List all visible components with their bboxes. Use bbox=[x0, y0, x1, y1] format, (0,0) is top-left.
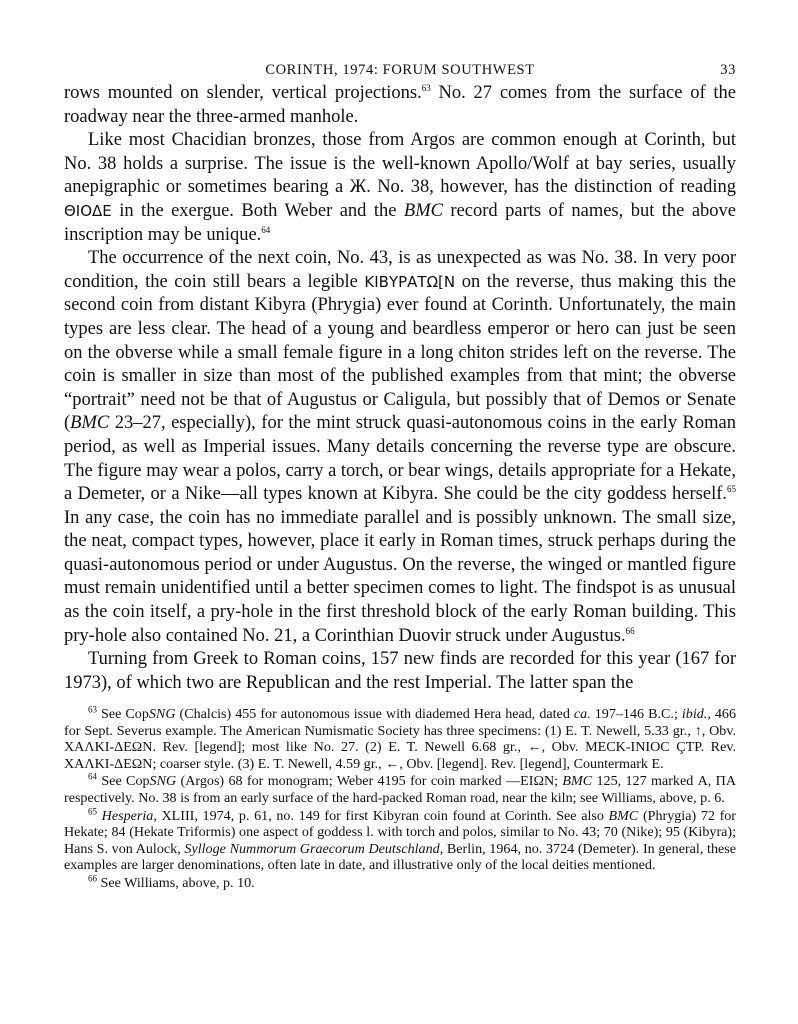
footnote-ref-65: 65 bbox=[727, 483, 736, 494]
sng-abbrev: SNG bbox=[149, 773, 177, 790]
paragraph-4: Turning from Greek to Roman coins, 157 new finds are recorded for this year (167 for 1973), of which two are Republican and the rest Imperial. The latter span the bbox=[64, 649, 736, 693]
bc-abbrev: B.C. bbox=[648, 706, 674, 722]
text-run: (Chalcis) 455 for autonomous issue with diademed Hera head, dated bbox=[175, 706, 574, 722]
paragraph-3 bbox=[64, 247, 736, 648]
text-run: , Berlin, 1964, no. 3724 (Demeter). In general, these examples are larger denominations, often late in date, and illustrative only of the local deities mentioned. bbox=[64, 840, 736, 874]
text-run: See Cop bbox=[97, 773, 150, 790]
footnote-65 bbox=[64, 805, 736, 874]
ca-abbrev: ca. bbox=[573, 706, 591, 722]
paragraph-2 bbox=[64, 129, 736, 247]
footnote-number: 63 bbox=[88, 704, 97, 715]
greek-inscription: ΘΙΟΔΕ bbox=[64, 201, 112, 220]
text-run: (Argos) 68 for monogram; Weber 4195 for coin marked ––ΕΙΩΝ; bbox=[176, 773, 563, 790]
monogram-glyph: Ж bbox=[349, 177, 367, 198]
text-run: Like most Chacidian bronzes, those from Argos are common enough at Corinth, but No. 38 holds a surprise. The issue is the well-known Apollo/Wolf at bay series, usually anepigraphic or sometimes bearing a bbox=[64, 130, 736, 198]
footnote-ref-63: 63 bbox=[421, 82, 431, 93]
footnote-64 bbox=[64, 773, 736, 806]
text-run: No. 27 comes from the surface of the roadway near the three-armed manhole. bbox=[64, 83, 736, 127]
footnote-ref-64: 64 bbox=[261, 224, 271, 235]
text-run: (Phrygia) 72 for Hekate; 84 (Hekate Triformis) one aspect of goddess l. with torch and polos, similar to No. 43; 70 (Nike); 95 (Kibyra); Hans S. von Aulock, bbox=[64, 807, 736, 857]
ibid-abbrev: ibid. bbox=[681, 706, 708, 722]
text-run: In any case, the coin has no immediate parallel and is possibly unknown. The small size, the neat, compact types, however, place it early in Roman times, struck perhaps during the quasi-autonomous period or under Augustus. On the reverse, the winged or mantled figure must remain unidentified until a better specimen comes to light. The findspot is as unusual as the coin itself, a pry-hole in the first threshold block of the early Roman building. This pry-hole also contained No. 21, a Corinthian Duovir struck under Augustus. bbox=[64, 507, 736, 646]
sylloge-title: Sylloge Nummorum Graecorum Deutschland bbox=[184, 840, 440, 857]
text-run: 197–146 bbox=[590, 706, 649, 722]
text-run: The occurrence of the next coin, No. 43, is as unexpected as was No. 38. In very poor condition, the coin still bears a legible bbox=[64, 248, 736, 292]
bmc-abbrev: BMC bbox=[562, 773, 593, 790]
page bbox=[64, 56, 737, 891]
paragraph-1 bbox=[64, 82, 736, 129]
page-number: 33 bbox=[720, 62, 736, 78]
text-run: record parts of names, but the above inscription may be unique. bbox=[64, 200, 736, 245]
text-run: See Williams, above, p. 10. bbox=[97, 874, 255, 891]
bmc-abbrev: BMC bbox=[608, 807, 639, 824]
footnote-63 bbox=[64, 706, 736, 772]
bmc-abbrev: BMC bbox=[70, 413, 110, 434]
footnote-number: 64 bbox=[88, 771, 97, 782]
text-run: 23–27, especially), for the mint struck quasi-autonomous coins in the early Roman period, as well as Imperial issues. Many details concerning the reverse type are obscure. The figure may wear a polos, carry a torch, or bear wings, details appropriate for a Hekate, a Demeter, or a Nike—all types known at Kibyra. She could be the city goddess herself. bbox=[64, 413, 736, 505]
footnote-66 bbox=[64, 875, 736, 892]
text-run: on the reverse, thus making this the second coin from distant Kibyra (Phrygia) ever found at Corinth. Unfortunately, the main types are less clear. The head of a young and beardless emperor or hero can just be seen on the obverse while a small female figure in a long chiton strides left on the reverse. The coin is smaller in size than most of the published examples from that mint; the obverse “portrait” need not be that of Augustus or Caligula, but possibly that of Demos or Senate ( bbox=[64, 271, 736, 434]
footnote-number: 66 bbox=[88, 873, 97, 884]
text-run: ; bbox=[673, 706, 682, 722]
text-run: 125, 127 marked Α, ΠΑ respectively. No. 38 is from an early surface of the hard-packed Roman road, near the kiln; see Williams, above, p. 6. bbox=[64, 773, 737, 806]
running-title: CORINTH, 1974: FORUM SOUTHWEST bbox=[265, 62, 535, 78]
text-run: . No. 38, however, has the distinction of reading bbox=[366, 177, 736, 198]
hesperia-title: Hesperia bbox=[101, 807, 154, 824]
sng-abbrev: SNG bbox=[148, 706, 176, 722]
text-run: , XLIII, 1974, p. 61, no. 149 for first Kibyran coin found at Corinth. See also bbox=[153, 807, 609, 824]
footnote-ref-66: 66 bbox=[625, 625, 635, 636]
text-run: rows mounted on slender, vertical projections. bbox=[64, 83, 422, 103]
text-run: See Cop bbox=[97, 706, 149, 722]
bmc-abbrev: BMC bbox=[403, 200, 443, 221]
text-run: in the exergue. Both Weber and the bbox=[111, 200, 404, 221]
greek-inscription: ΚΙΒΥΡΑΤΩ[Ν bbox=[364, 272, 456, 291]
running-header bbox=[64, 56, 736, 82]
footnotes bbox=[64, 706, 736, 892]
main-text bbox=[64, 82, 736, 695]
footnote-number: 65 bbox=[88, 805, 97, 816]
text-run: , 466 for Sept. Severus example. The American Numismatic Society has three specimens: (1) E. T. Newell, 5.33 gr., ↑, Obv. ΧΑΛΚΙ-ΔΕΩΝ. Rev. [legend]; most like No. 27. (2) E. T. Newell 6.68 gr., ←, Obv. MECK-INIOC ÇTP. Rev. ΧΑΛΚΙ-ΔΕΩΝ; coarser style. (3) E. T. Newell, 4.59 gr., ←, Obv. [legend]. Rev. [legend], Countermark E. bbox=[64, 706, 737, 772]
